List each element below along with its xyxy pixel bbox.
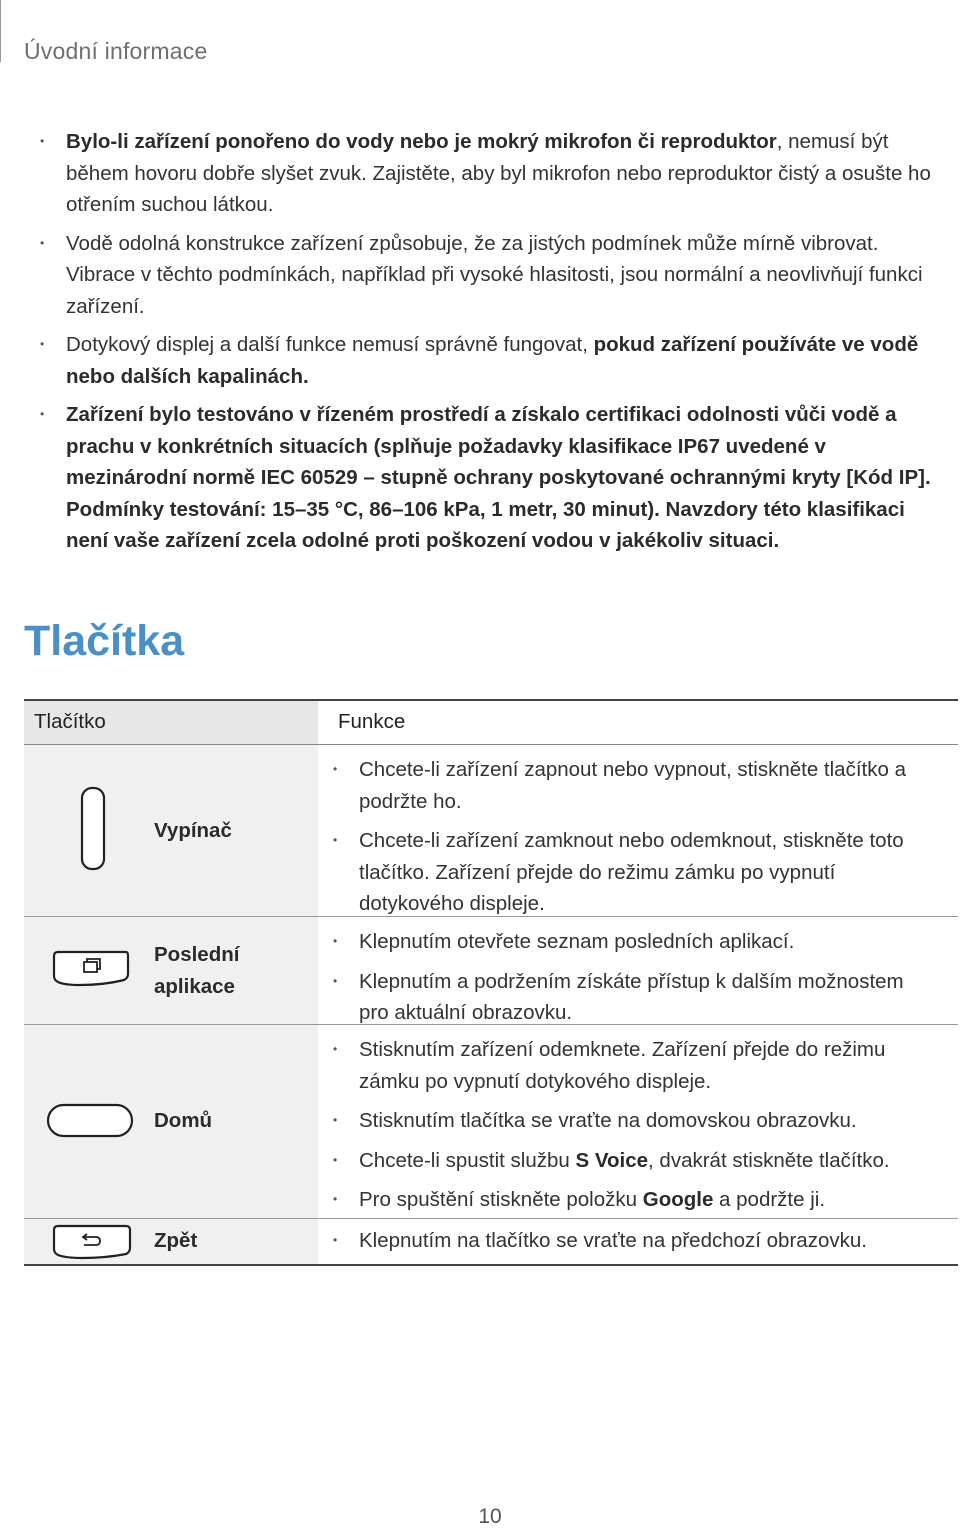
keys-table bbox=[24, 699, 958, 1266]
key-name: Vypínač bbox=[154, 819, 232, 842]
section-title: Tlačítka bbox=[24, 617, 185, 665]
running-header: Úvodní informace bbox=[24, 38, 208, 64]
page-number: 10 bbox=[478, 1505, 502, 1528]
key-cell bbox=[24, 1219, 318, 1264]
note-item: • Bylo-li zařízení ponořeno do vody nebo je mokrý mikrofon či reproduktor, nemusí být během hovoru dobře slyšet zvuk. Zajistěte, aby byl mikrofon nebo reproduktor čistý a osušte ho otřením suchou látkou. bbox=[36, 126, 936, 221]
note-item: • Zařízení bylo testováno v řízeném prostředí a získalo certifikaci odolnosti vůči vodě a prachu v konkrétních situacích (splňuje požadavky klasifikace IP67 uvedené v mezinárodní normě IEC 60529 – stupně ochrany poskytované ochrannými kryty [Kód IP]. Podmínky testování: 15–35 °C, 86–106 kPa, 1 metr, 30 minut). Navzdory této klasifikaci není vaše zařízení zcela odolné proti poškození vodou v jakékoliv situaci. bbox=[36, 399, 936, 557]
home-key-icon bbox=[44, 1103, 136, 1139]
function-item: • Klepnutím a podržením získáte přístup k dalším možnostem pro aktuální obrazovku. bbox=[332, 966, 938, 1029]
function-item: • Chcete-li zařízení zapnout nebo vypnout, stiskněte tlačítko a podržte ho. bbox=[332, 754, 938, 817]
column-header-key: Tlačítko bbox=[24, 701, 318, 744]
table-row bbox=[24, 917, 958, 1025]
water-resistance-notes bbox=[36, 126, 936, 564]
function-cell bbox=[318, 1025, 958, 1218]
function-cell bbox=[318, 1219, 958, 1264]
function-item: • Chcete-li spustit službu S Voice, dvakrát stiskněte tlačítko. bbox=[332, 1145, 938, 1177]
function-cell bbox=[318, 745, 958, 916]
function-cell bbox=[318, 917, 958, 1024]
key-name: Zpět bbox=[154, 1229, 198, 1252]
column-header-function: Funkce bbox=[338, 710, 406, 733]
key-name: Domů bbox=[154, 1109, 213, 1132]
key-cell bbox=[24, 1025, 318, 1218]
key-name: Poslední aplikace bbox=[154, 943, 240, 998]
corner-rule bbox=[0, 0, 1, 62]
function-item: • Chcete-li zařízení zamknout nebo odemknout, stiskněte toto tlačítko. Zařízení přejde do režimu zámku po vypnutí dotykového displeje. bbox=[332, 825, 938, 920]
function-item: • Pro spuštění stiskněte položku Google a podržte ji. bbox=[332, 1184, 938, 1216]
function-item: • Klepnutím otevřete seznam posledních aplikací. bbox=[332, 926, 938, 958]
back-key-icon bbox=[44, 1224, 136, 1260]
table-header bbox=[24, 699, 958, 745]
note-item: • Dotykový displej a další funkce nemusí správně fungovat, pokud zařízení používáte ve vodě nebo dalších kapalinách. bbox=[36, 329, 936, 392]
function-item: • Stisknutím zařízení odemknete. Zařízení přejde do režimu zámku po vypnutí dotykového displeje. bbox=[332, 1034, 938, 1097]
power-key-icon bbox=[44, 786, 136, 872]
table-row bbox=[24, 1025, 958, 1219]
key-cell bbox=[24, 745, 318, 916]
key-cell bbox=[24, 917, 318, 1024]
note-item: • Vodě odolná konstrukce zařízení způsobuje, že za jistých podmínek může mírně vibrovat. Vibrace v těchto podmínkách, například při vysoké hlasitosti, jsou normální a neovlivňují funkci zařízení. bbox=[36, 228, 936, 323]
function-item: • Klepnutím na tlačítko se vraťte na předchozí obrazovku. bbox=[332, 1225, 938, 1257]
recent-apps-icon bbox=[44, 948, 136, 988]
function-item: • Stisknutím tlačítka se vraťte na domovskou obrazovku. bbox=[332, 1105, 938, 1137]
table-row bbox=[24, 745, 958, 917]
table-row bbox=[24, 1219, 958, 1266]
